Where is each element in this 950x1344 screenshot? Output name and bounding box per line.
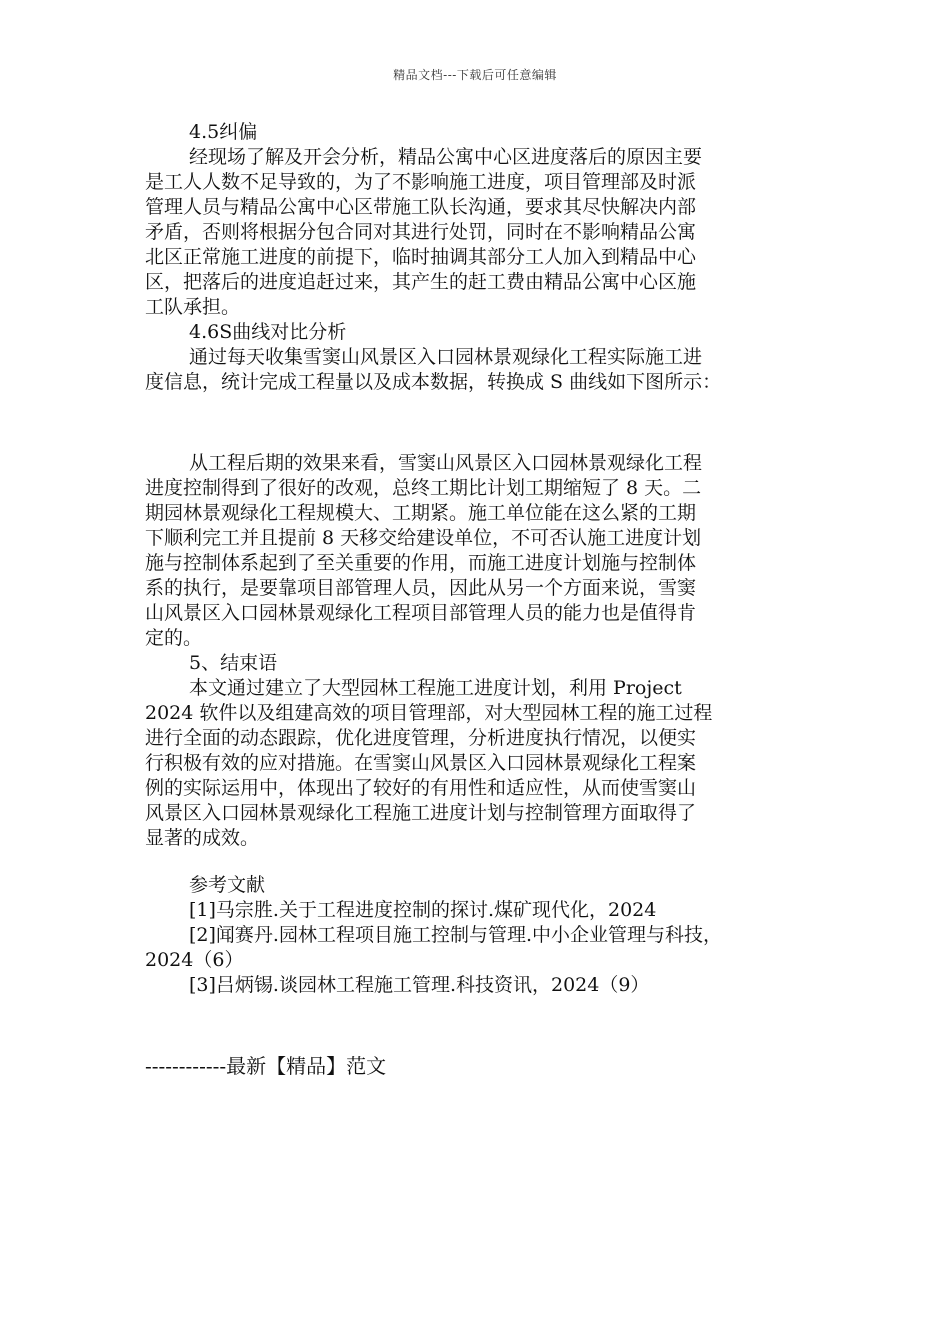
paragraph-line: 进度控制得到了很好的改观，总终工期比计划工期缩短了 8 天。二 [145, 477, 702, 499]
paragraph-line: 施与控制体系起到了至关重要的作用，而施工进度计划施与控制体 [145, 552, 697, 574]
paragraph-line: 区，把落后的进度追赶过来，其产生的赶工费由精品公寓中心区施 [145, 271, 697, 293]
paragraph-line: 经现场了解及开会分析，精品公寓中心区进度落后的原因主要 [189, 146, 703, 168]
document-body [145, 120, 815, 1079]
paragraph-line: 从工程后期的效果来看，雪窦山风景区入口园林景观绿化工程 [189, 452, 703, 474]
section-gap [145, 851, 815, 873]
section-4-5-heading: 4.5纠偏 [189, 121, 258, 143]
page-header: 精品文档---下载后可任意编辑 [393, 68, 557, 82]
paragraph-line: 显著的成效。 [145, 827, 260, 849]
paragraph-line: 通过每天收集雪窦山风景区入口园林景观绿化工程实际施工进 [189, 346, 703, 368]
reference-item: [1]马宗胜.关于工程进度控制的探讨.煤矿现代化，2024 [189, 899, 657, 921]
paragraph-line: 例的实际运用中，体现出了较好的有用性和适应性，从而使雪窦山 [145, 777, 697, 799]
paragraph-line: 2024 软件以及组建高效的项目管理部，对大型园林工程的施工过程 [145, 702, 713, 724]
paragraph-line: 进行全面的动态跟踪，优化进度管理，分析进度执行情况，以便实 [145, 727, 697, 749]
references-heading: 参考文献 [189, 874, 266, 896]
paragraph-line: 是工人人数不足导致的，为了不影响施工进度，项目管理部及时派 [145, 171, 697, 193]
conclusion-heading: 5、结束语 [189, 652, 278, 674]
section-4-6-heading: 4.6S曲线对比分析 [189, 321, 347, 343]
footer-text: ------------最新【精品】范文 [145, 1054, 387, 1078]
paragraph-line: 矛盾，否则将根据分包合同对其进行处罚，同时在不影响精品公寓 [145, 221, 697, 243]
paragraph-line: 度信息，统计完成工程量以及成本数据，转换成 S 曲线如下图所示： [145, 371, 722, 393]
reference-item: [3]吕炳锡.谈园林工程施工管理.科技资讯，2024（9） [189, 974, 650, 996]
reference-item: [2]闻赛丹.园林工程项目施工控制与管理.中小企业管理与科技， [189, 924, 722, 946]
paragraph-line: 期园林景观绿化工程规模大、工期紧。施工单位能在这么紧的工期 [145, 502, 697, 524]
reference-item-continuation: 2024（6） [145, 949, 244, 971]
paragraph-line: 工队承担。 [145, 296, 241, 318]
footer-gap [145, 998, 815, 1054]
paragraph-line: 管理人员与精品公寓中心区带施工队长沟通，要求其尽快解决内部 [145, 196, 697, 218]
paragraph-line: 下顺利完工并且提前 8 天移交给建设单位，不可否认施工进度计划 [145, 527, 702, 549]
paragraph-line: 定的。 [145, 627, 203, 649]
paragraph-line: 行积极有效的应对措施。在雪窦山风景区入口园林景观绿化工程案 [145, 752, 697, 774]
paragraph-line: 风景区入口园林景观绿化工程施工进度计划与控制管理方面取得了 [145, 802, 697, 824]
paragraph-line: 山风景区入口园林景观绿化工程项目部管理人员的能力也是值得肯 [145, 602, 697, 624]
paragraph-line: 北区正常施工进度的前提下，临时抽调其部分工人加入到精品中心 [145, 246, 697, 268]
paragraph-line: 本文通过建立了大型园林工程施工进度计划，利用 Project [189, 677, 682, 699]
paragraph-line: 系的执行，是要靠项目部管理人员，因此从另一个方面来说，雪窦 [145, 577, 697, 599]
figure-placeholder-gap [145, 395, 815, 451]
